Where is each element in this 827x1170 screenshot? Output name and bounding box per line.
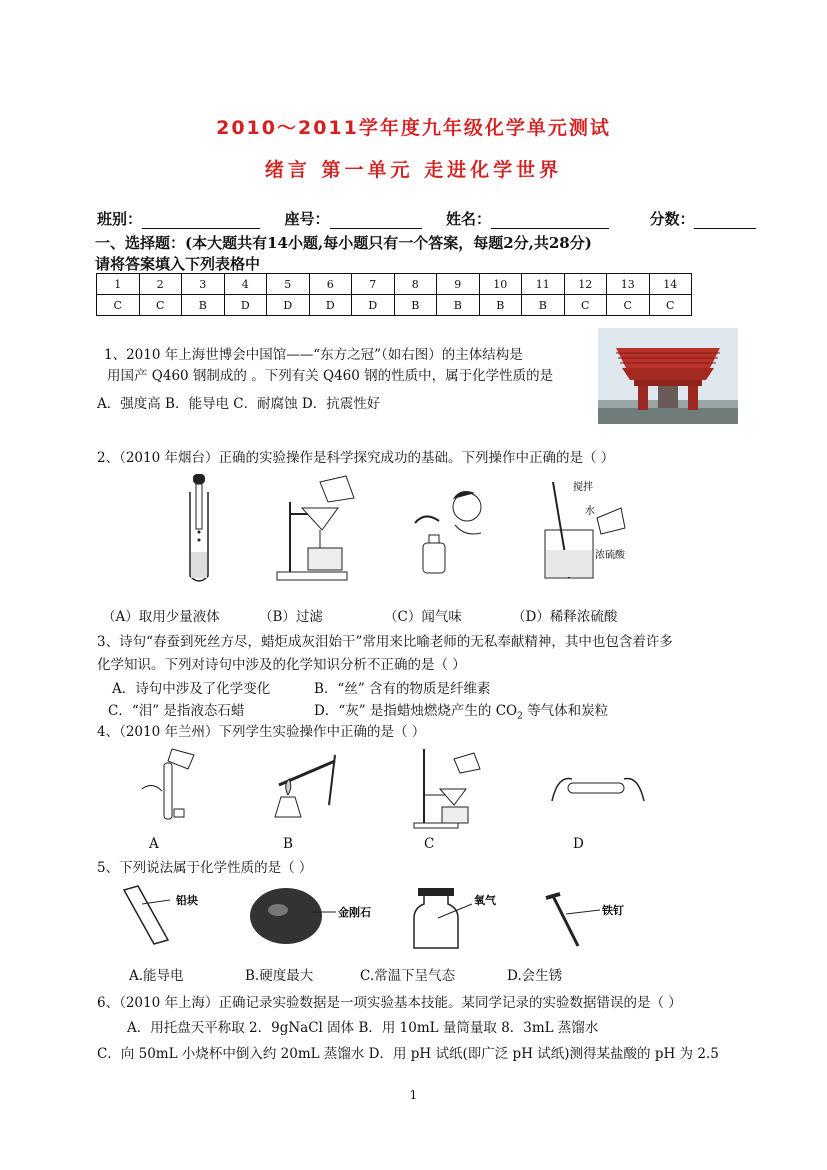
oxygen-label: 氧气 <box>474 894 496 907</box>
answer-number: 7 <box>352 274 395 295</box>
q4-label-a: A <box>149 836 159 852</box>
page-subtitle: 绪言 第一单元 走进化学世界 <box>264 159 563 181</box>
q3-stem-line1: 3、诗句“春蚕到死丝方尽，蜡炬成灰泪始干”常用来比喻老师的无私奉献精神，其中也包含着许多 <box>97 634 673 650</box>
q5-caption-a: A.能导电 <box>129 968 184 984</box>
q6-options-line2: C．向 50mL 小烧杯中倒入约 20mL 蒸馏水 D．用 pH 试纸(即广泛 pH 试纸)测得某盐酸的 pH 为 2.5 <box>97 1046 719 1062</box>
answer-cell[interactable]: B <box>437 295 480 316</box>
answer-number: 12 <box>564 274 607 295</box>
answer-table <box>96 273 692 316</box>
diamond-figure <box>242 880 372 954</box>
answer-cell[interactable]: D <box>224 295 267 316</box>
q2-caption-a: （A）取用少量液体 <box>102 609 220 625</box>
q4-stem: 4、（2010 年兰州）下列学生实验操作中正确的是（ ） <box>97 724 426 740</box>
class-blank[interactable] <box>142 214 260 229</box>
pour-liquid-figure <box>130 745 200 825</box>
oxygen-bottle-figure <box>410 882 510 952</box>
lead-label: 铅块 <box>176 894 198 907</box>
q3-option-d-tail: 等气体和炭粒 <box>522 703 609 719</box>
q2-stem: 2、（2010 年烟台）正确的实验操作是科学探究成功的基础。下列操作中正确的是（ ） <box>97 450 615 466</box>
page-number: 1 <box>409 1088 418 1102</box>
q3-option-c: C．“泪” 是指液态石蜡 <box>108 703 245 719</box>
q3-option-a: A．诗句中涉及了化学变化 <box>112 681 271 697</box>
diamond-label: 金刚石 <box>338 906 371 919</box>
answer-number: 13 <box>607 274 650 295</box>
answer-cell[interactable]: B <box>479 295 522 316</box>
smell-gas-figure <box>405 485 485 575</box>
heat-test-tube-figure <box>265 745 355 825</box>
answer-number: 10 <box>479 274 522 295</box>
answer-cell[interactable]: C <box>564 295 607 316</box>
name-label: 姓名： <box>445 210 491 228</box>
answer-number: 6 <box>309 274 352 295</box>
nail-label: 铁钉 <box>602 904 624 917</box>
q2-caption-c: （C）闻气味 <box>384 609 462 625</box>
answer-cell[interactable]: C <box>607 295 650 316</box>
score-blank[interactable] <box>694 214 756 229</box>
section-instruction: 请将答案填入下列表格中 <box>95 255 261 273</box>
filtration-figure <box>272 472 362 584</box>
answer-number: 1 <box>97 274 140 295</box>
name-blank[interactable] <box>491 214 609 229</box>
lead-block-figure <box>116 882 226 948</box>
answer-table-answer-row <box>97 295 692 316</box>
q4-label-b: B <box>283 836 293 852</box>
china-pavilion-image <box>598 328 738 424</box>
shake-test-tube-figure <box>548 765 648 815</box>
q6-stem: 6、（2010 年上海）正确记录实验数据是一项实验基本技能。某同学记录的实验数据错误的是（ ） <box>97 995 682 1011</box>
q3-option-d-text: D．“灰” 是指蜡烛燃烧产生的 CO <box>314 703 518 719</box>
q1-stem-line2: 用国产 Q460 钢制成的 。下列有关 Q460 钢的性质中，属于化学性质的是 <box>107 368 554 384</box>
answer-cell[interactable]: B <box>522 295 565 316</box>
answer-cell[interactable]: D <box>267 295 310 316</box>
info-row <box>97 208 756 229</box>
q5-caption-c: C.常温下呈气态 <box>360 968 456 984</box>
answer-number: 5 <box>267 274 310 295</box>
q5-stem: 5、下列说法属于化学性质的是（ ） <box>97 860 313 876</box>
q5-caption-b: B.硬度最大 <box>245 968 314 984</box>
answer-number: 4 <box>224 274 267 295</box>
section-heading: 一、选择题：(本大题共有14小题,每小题只有一个答案，每题2分,共28分) <box>95 234 592 252</box>
q4-label-c: C <box>424 836 435 852</box>
acid-label: 浓硫酸 <box>595 550 625 561</box>
seat-blank[interactable] <box>330 214 422 229</box>
answer-number: 8 <box>394 274 437 295</box>
q1-stem-line1: 1、2010 年上海世博会中国馆——“东方之冠”（如右图）的主体结构是 <box>104 347 523 363</box>
answer-table-number-row <box>97 274 692 295</box>
page-title: 2010～2011学年度九年级化学单元测试 <box>216 117 611 139</box>
filtration-stand-figure <box>410 745 490 830</box>
q3-option-b: B．“丝” 含有的物质是纤维素 <box>314 681 491 697</box>
answer-number: 2 <box>139 274 182 295</box>
answer-number: 9 <box>437 274 480 295</box>
q2-caption-b: （B）过滤 <box>259 609 323 625</box>
dilute-acid-figure <box>533 474 648 582</box>
class-label: 班别： <box>97 210 143 228</box>
seat-label: 座号： <box>284 210 330 228</box>
q1-options: A．强度高 B．能导电 C．耐腐蚀 D．抗震性好 <box>97 396 381 412</box>
q3-option-d <box>314 699 608 722</box>
water-label: 水 <box>585 506 595 517</box>
dropper-test-tube-figure <box>170 472 230 590</box>
answer-cell[interactable]: D <box>309 295 352 316</box>
stir-label: 搅拌 <box>573 482 593 493</box>
score-label: 分数： <box>649 210 695 228</box>
answer-cell[interactable]: C <box>139 295 182 316</box>
answer-number: 14 <box>649 274 692 295</box>
q5-caption-d: D.会生锈 <box>507 968 563 984</box>
answer-cell[interactable]: B <box>182 295 225 316</box>
q3-stem-line2: 化学知识。下列对诗句中涉及的化学知识分析不正确的是（ ） <box>97 657 466 673</box>
answer-cell[interactable]: C <box>97 295 140 316</box>
q6-options-line1: A．用托盘天平称取 2．9gNaCl 固体 B．用 10mL 量筒量取 8．3mL 蒸馏水 <box>127 1020 599 1036</box>
answer-cell[interactable]: D <box>352 295 395 316</box>
iron-nail-figure <box>540 888 640 952</box>
q2-caption-d: （D）稀释浓硫酸 <box>512 609 618 625</box>
answer-number: 11 <box>522 274 565 295</box>
q3-option-d-subscript: 2 <box>517 711 523 722</box>
answer-cell[interactable]: B <box>394 295 437 316</box>
answer-number: 3 <box>182 274 225 295</box>
q4-label-d: D <box>573 836 584 852</box>
answer-cell[interactable]: C <box>649 295 692 316</box>
